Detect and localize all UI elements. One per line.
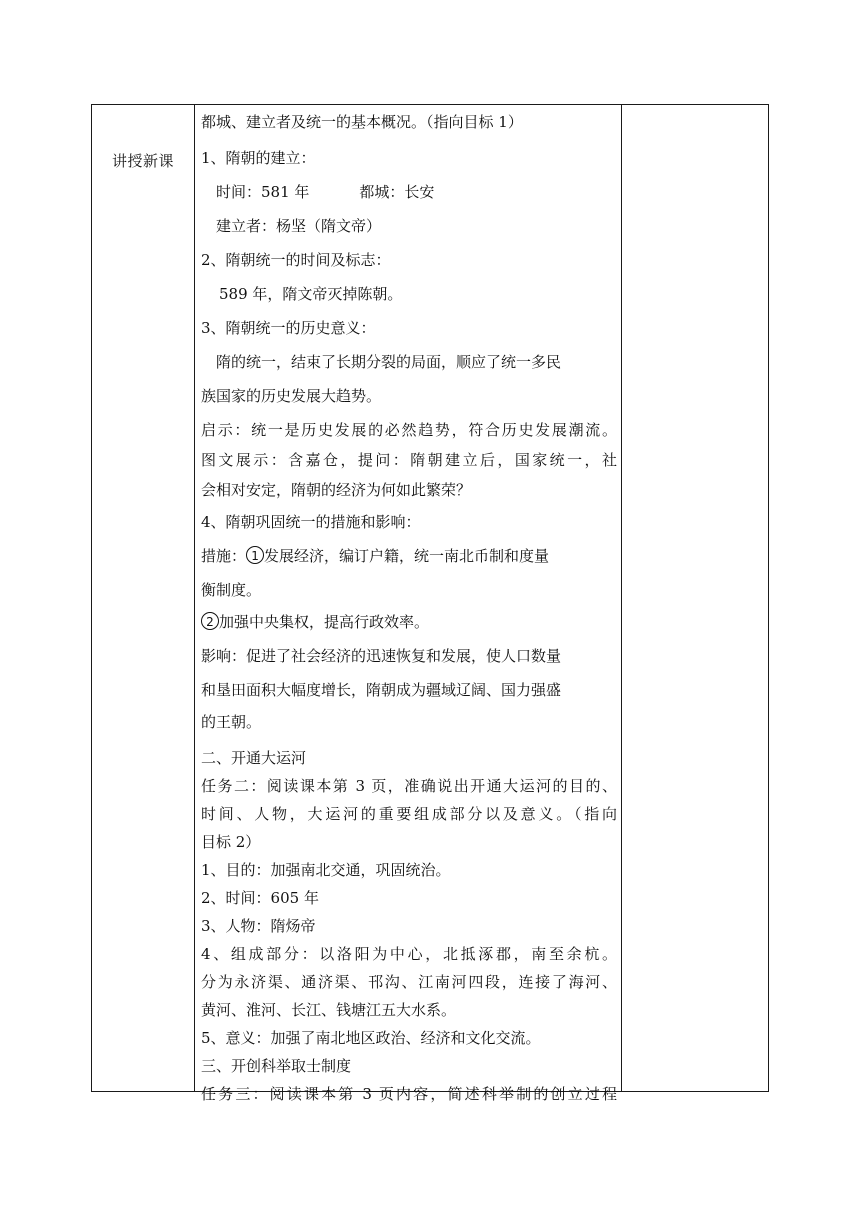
text-line: 黄河、淮河、长江、钱塘江五大水系。	[201, 1001, 457, 1019]
text-line: 3、隋朝统一的历史意义：	[201, 319, 376, 337]
text-line: 5、意义：加强了南北地区政治、经济和文化交流。	[201, 1029, 541, 1047]
text-line: 2 加强中央集权，提高行政效率。	[201, 611, 429, 632]
section-heading: 三、开创科举取士制度	[201, 1057, 352, 1075]
text-line: 时间、人物，大运河的重要组成部分以及意义。（指向	[201, 805, 617, 823]
text-line: 族国家的历史发展大趋势。	[201, 387, 382, 405]
text-line: 和垦田面积大幅度增长，隋朝成为疆域辽阔、国力强盛	[201, 681, 562, 699]
text-line: 分为永济渠、通济渠、邗沟、江南河四段，连接了海河、	[201, 973, 617, 991]
text-line: 任务三：阅读课本第 3 页内容，简述科举制的创立过程	[201, 1085, 617, 1103]
text-line	[216, 181, 434, 202]
text-line: 目标 2）	[201, 833, 261, 851]
column-divider-left	[194, 105, 195, 1091]
text-line: 4、隋朝巩固统一的措施和影响：	[201, 513, 421, 531]
text-line: 措施： 1 发展经济，编订户籍，统一南北币制和度量	[201, 547, 550, 565]
text-line: 任务二：阅读课本第 3 页，准确说出开通大运河的目的、	[201, 777, 617, 795]
text-line: 3、人物：隋炀帝	[201, 917, 316, 935]
text-line: 启示：统一是历史发展的必然趋势，符合历史发展潮流。	[201, 421, 617, 439]
text-line: 的王朝。	[201, 713, 262, 731]
capital: 都城：长安	[359, 183, 435, 201]
text-line: 589 年，隋文帝灭掉陈朝。	[219, 285, 403, 303]
text-line: 2、时间：605 年	[201, 889, 319, 907]
text-line: 1、目的：加强南北交通，巩固统治。	[201, 861, 451, 879]
text-line: 影响：促进了社会经济的迅速恢复和发展，使人口数量	[201, 647, 562, 665]
text-line: 图文展示：含嘉仓，提问：隋朝建立后，国家统一，社	[201, 451, 617, 469]
column-divider-right	[621, 105, 622, 1091]
text-line: 会相对安定，隋朝的经济为何如此繁荣？	[201, 481, 472, 499]
row-label: 讲授新课	[111, 152, 174, 170]
text-line: 2、隋朝统一的时间及标志：	[201, 251, 391, 269]
founding-time: 时间：581 年	[216, 183, 310, 201]
circled-number-2: 2	[201, 612, 219, 630]
section-heading: 二、开通大运河	[201, 749, 307, 767]
text-line: 衡制度。	[201, 581, 262, 599]
text-line: 1、隋朝的建立：	[201, 149, 316, 167]
lesson-plan-table	[91, 104, 769, 1103]
text-line: 建立者：杨坚（隋文帝）	[216, 217, 382, 235]
text-line: 隋的统一，结束了长期分裂的局面，顺应了统一多民	[216, 353, 562, 371]
text-line: 都城、建立者及统一的基本概况。（指向目标 1）	[201, 113, 523, 131]
text-line: 4、组成部分：以洛阳为中心，北抵涿郡，南至余杭。	[201, 945, 617, 963]
circled-number-1: 1	[246, 546, 264, 564]
